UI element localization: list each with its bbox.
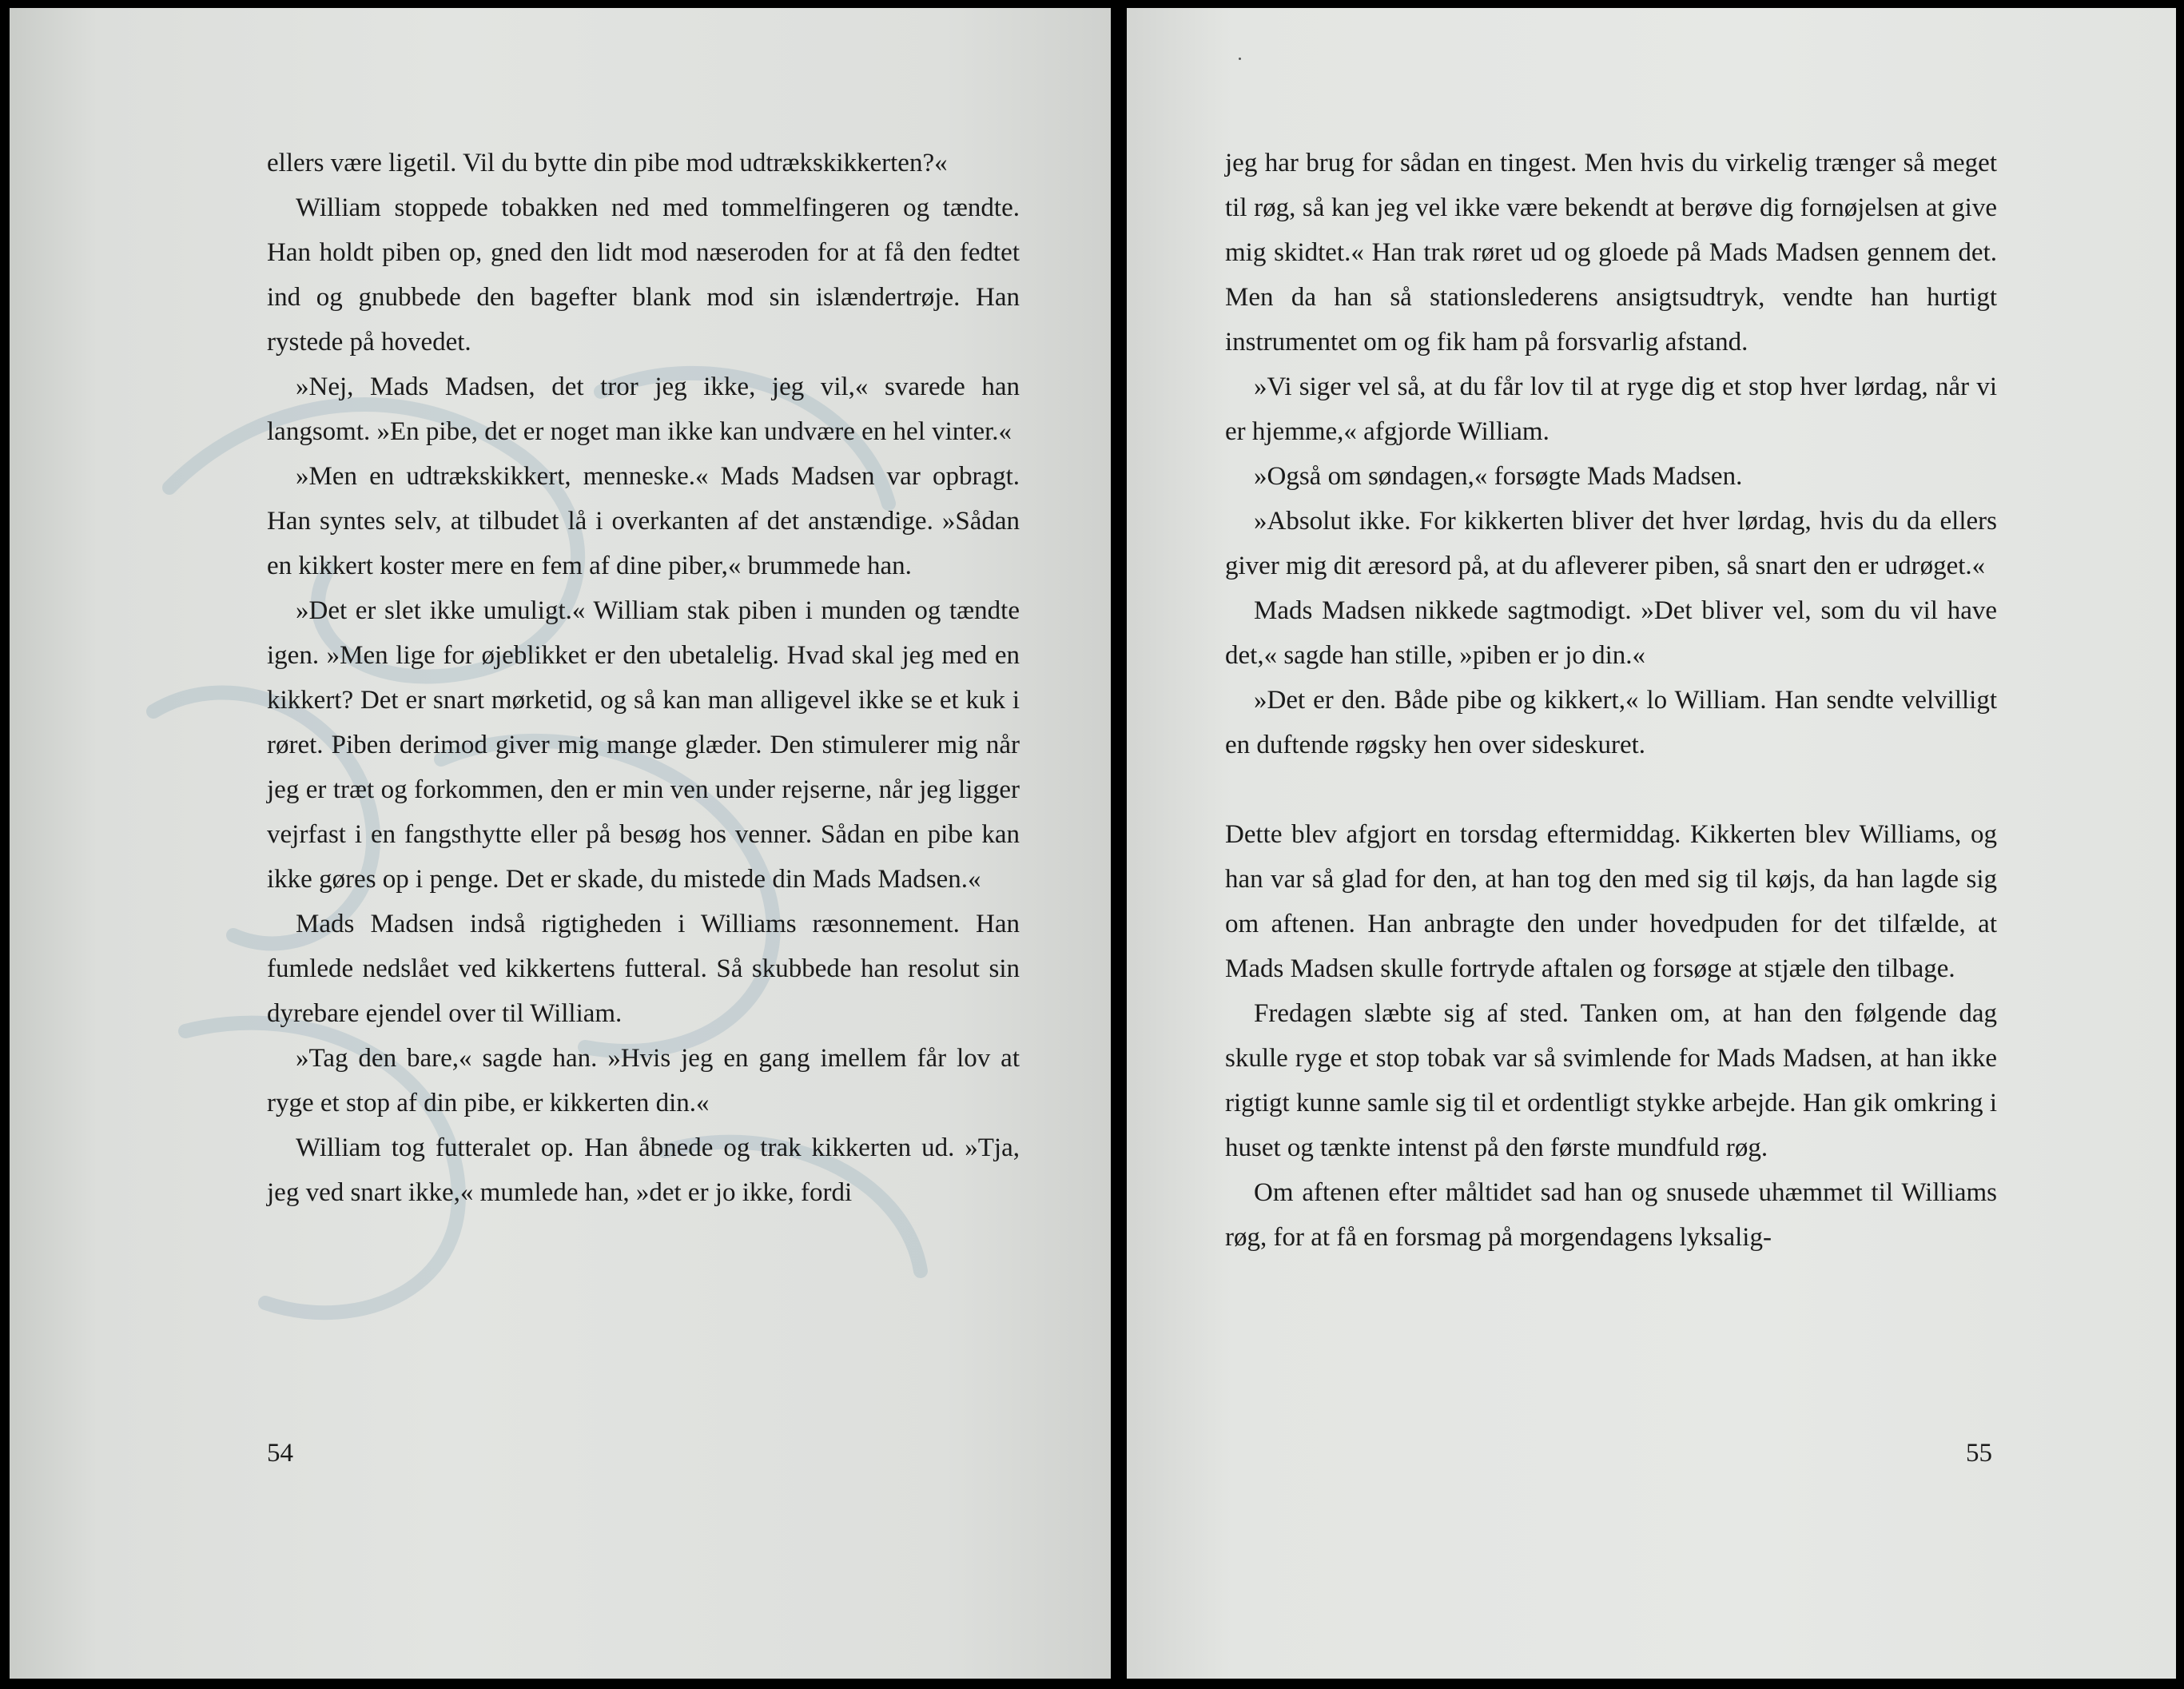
right-book-page [1127,8,2176,1679]
left-page-text [267,141,1020,1215]
paper-speck [1239,58,1241,60]
paragraph: »Absolut ikke. For kikkerten bliver det hver lørdag, hvis du da ellers giver mig dit æresord på, at du afleverer piben, så snart den er udrøget.« [1225,507,1997,580]
paragraph: »Vi siger vel så, at du får lov til at ryge dig et stop hver lørdag, når vi er hjemme,« afgjorde William. [1225,372,1997,446]
paragraph: ellers være ligetil. Vil du bytte din pibe mod udtrækskikkerten?« [267,149,948,177]
paragraph: William tog futteralet op. Han åbnede og trak kikkerten ud. »Tja, jeg ved snart ikke,« mumlede han, »det er jo ikke, fordi [267,1133,1020,1207]
left-book-page [10,8,1111,1679]
paragraph: Fredagen slæbte sig af sted. Tanken om, at han den følgende dag skulle ryge et stop tobak var så svimlende for Mads Madsen, at han ikke rigtigt kunne samle sig til et ordentligt stykke arbejde. Han gik omkring i huset og tænkte intenst på den første mundfuld røg. [1225,999,1997,1162]
paragraph: Om aftenen efter måltidet sad han og snusede uhæmmet til Williams røg, for at få en forsmag på morgendagens lyksalig- [1225,1178,1997,1252]
right-page-text [1225,141,1997,1260]
page-number: 54 [267,1439,293,1468]
book-gutter [1111,0,1127,1689]
paragraph: Dette blev afgjort en torsdag eftermiddag. Kikkerten blev Williams, og han var så glad for den, at han tog den med sig til køjs, da han lagde sig om aftenen. Han anbragte den under hovedpuden for det tilfælde, at Mads Madsen skulle fortryde aftalen og forsøge at stjæle den tilbage. [1225,820,1997,983]
page-number: 55 [1966,1439,1992,1468]
paragraph: »Tag den bare,« sagde han. »Hvis jeg en gang imellem får lov at ryge et stop af din pibe, er kikkerten din.« [267,1044,1020,1117]
paragraph: jeg har brug for sådan en tingest. Men hvis du virkelig trænger så meget til røg, så kan jeg vel ikke være bekendt at berøve dig fornøjelsen at give mig skidtet.« Han trak røret ud og gloede på Mads Madsen gennem det. Men da han så stationslederens ansigtsudtryk, vendte han hurtigt instrumentet om og fik ham på forsvarlig afstand. [1225,149,1997,357]
paragraph: »Det er den. Både pibe og kikkert,« lo William. Han sendte velvilligt en duftende røgsky hen over sideskuret. [1225,686,1997,759]
paragraph: »Det er slet ikke umuligt.« William stak piben i munden og tændte igen. »Men lige for øjeblikket er den ubetalelig. Hvad skal jeg med en kikkert? Det er snart mørketid, og så kan man alligevel ikke se et kuk i røret. Piben derimod giver mig mange glæder. Den stimulerer mig når jeg er træt og forkommen, den er min ven under rejserne, når jeg ligger vejrfast i en fangsthytte eller på besøg hos venner. Sådan en pibe kan ikke gøres op i penge. Det er skade, du mistede din Mads Madsen.« [267,596,1020,894]
paragraph: »Nej, Mads Madsen, det tror jeg ikke, jeg vil,« svarede han langsomt. »En pibe, det er noget man ikke kan undvære en hel vinter.« [267,372,1020,446]
paragraph: »Men en udtrækskikkert, menneske.« Mads Madsen var opbragt. Han syntes selv, at tilbudet lå i overkanten af det anstændige. »Sådan en kikkert koster mere en fem af dine piber,« brummede han. [267,462,1020,580]
paragraph: William stoppede tobakken ned med tommelfingeren og tændte. Han holdt piben op, gned den lidt mod næseroden for at få den fedtet ind og gnubbede den bagefter blank mod sin islændertrøje. Han rystede på hovedet. [267,193,1020,357]
paragraph: Mads Madsen indså rigtigheden i Williams ræsonnement. Han fumlede nedslået ved kikkertens futteral. Så skubbede han resolut sin dyrebare ejendel over til William. [267,910,1020,1028]
paragraph: »Også om søndagen,« forsøgte Mads Madsen. [1254,462,1743,491]
paragraph: Mads Madsen nikkede sagtmodigt. »Det bliver vel, som du vil have det,« sagde han stille, »piben er jo din.« [1225,596,1997,670]
